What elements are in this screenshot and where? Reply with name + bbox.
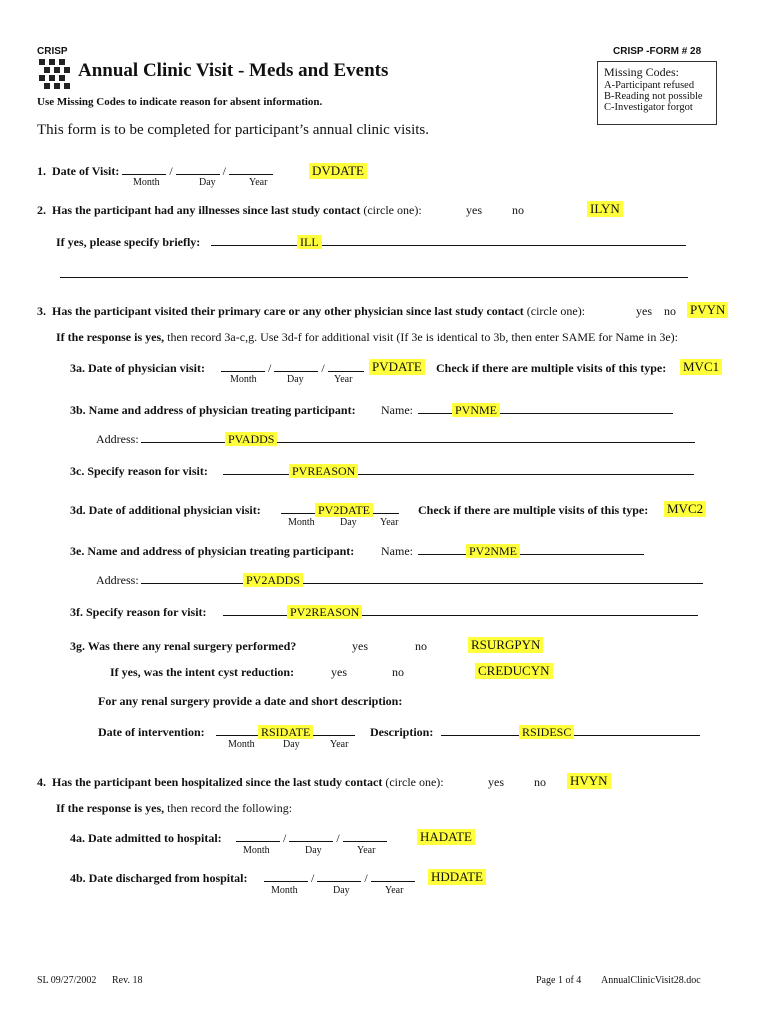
code-hddate: HDDATE: [428, 869, 486, 885]
code-hadate: HADATE: [417, 829, 475, 845]
q2-num: 2.: [37, 203, 46, 217]
q4-label: [37, 775, 444, 790]
q3e-address-label: Address:: [96, 573, 139, 587]
q3d-year-label: Year: [380, 517, 399, 528]
interv-day-label: Day: [283, 739, 300, 750]
code-mvc1[interactable]: MVC1: [680, 359, 722, 375]
description-field[interactable]: [441, 725, 700, 740]
missing-code-b: B-Reading not possible: [604, 91, 703, 102]
description-label: Description:: [370, 725, 434, 739]
q2-specify-label: If yes, please specify briefly:: [56, 235, 201, 249]
q4-no-option[interactable]: no: [534, 775, 546, 789]
missing-code-c: C-Investigator forgot: [604, 102, 693, 113]
q3a-date-field[interactable]: / /: [221, 361, 364, 376]
missing-code-a: A-Participant refused: [604, 80, 695, 91]
code-pvreason: PVREASON: [289, 464, 358, 478]
q4b-day-label: Day: [333, 885, 350, 896]
footer-rev: Rev. 18: [112, 975, 143, 986]
q3e-address-field[interactable]: [141, 573, 703, 588]
q3f-label: 3f. Specify reason for visit:: [70, 605, 207, 619]
q1-date-field[interactable]: / /: [122, 164, 273, 178]
q3-instruction-text: then record 3a-c,g. Use 3d-f for additional visit (If 3e is identical to 3b, then enter SAME for Name in 3e):: [167, 330, 678, 344]
intro-text: This form is to be completed for participant’s annual clinic visits.: [37, 122, 429, 138]
code-hvyn: HVYN: [567, 773, 611, 789]
month-label: Month: [133, 177, 160, 188]
q3e-name-label: Name:: [381, 544, 413, 558]
q3b-name-field[interactable]: [418, 403, 673, 418]
q4b-label: 4b. Date discharged from hospital:: [70, 871, 248, 885]
intervention-date-field[interactable]: [216, 725, 355, 740]
q4a-month-label: Month: [243, 845, 270, 856]
missing-codes-box: [597, 61, 717, 125]
code-pvadds: PVADDS: [225, 432, 277, 446]
q4-note: (circle one):: [385, 775, 444, 789]
renal-note: For any renal surgery provide a date and short description:: [98, 694, 403, 708]
year-label: Year: [249, 177, 268, 188]
q2-yes-option[interactable]: yes: [466, 203, 482, 217]
q3f-reason-field[interactable]: [223, 605, 698, 620]
q3d-month-label: Month: [288, 517, 315, 528]
code-pvdate: PVDATE: [369, 359, 425, 375]
q3c-label: 3c. Specify reason for visit:: [70, 464, 208, 478]
form-id: CRISP -FORM # 28: [613, 46, 702, 57]
q2-note: (circle one):: [363, 203, 422, 217]
q3g-label: 3g. Was there any renal surgery performed?: [70, 639, 297, 653]
q4b-year-label: Year: [385, 885, 404, 896]
page-title: Annual Clinic Visit - Meds and Events: [78, 60, 389, 81]
q3b-label: 3b. Name and address of physician treating participant:: [70, 403, 356, 417]
code-creducyn: CREDUCYN: [475, 663, 553, 679]
code-ill: ILL: [297, 235, 322, 249]
q3d-multi-label: Check if there are multiple visits of this type:: [418, 503, 649, 517]
q3-yes-option[interactable]: yes: [636, 304, 652, 318]
q3-no-option[interactable]: no: [664, 304, 676, 318]
q4-yes-option[interactable]: yes: [488, 775, 504, 789]
code-pv2adds: PV2ADDS: [243, 573, 303, 587]
q2-text: Has the participant had any illnesses since last study contact: [52, 203, 361, 217]
day-label: Day: [199, 177, 216, 188]
q2-specify-line-2[interactable]: [60, 267, 688, 282]
code-mvc2[interactable]: MVC2: [664, 501, 706, 517]
q3g-sub-yes-option[interactable]: yes: [331, 665, 347, 679]
q3d-day-label: Day: [340, 517, 357, 528]
q2-specify-field[interactable]: [211, 235, 686, 250]
code-pv2nme: PV2NME: [466, 544, 520, 558]
q3d-date-field[interactable]: [281, 503, 399, 518]
q1-text: Date of Visit:: [52, 164, 120, 178]
q3a-day-label: Day: [287, 374, 304, 385]
footer-date: SL 09/27/2002: [37, 975, 97, 986]
q1-num: 1.: [37, 164, 46, 178]
q4a-date-field[interactable]: / /: [236, 831, 387, 846]
q3a-multi-label: Check if there are multiple visits of this type:: [436, 361, 667, 375]
q3d-label: 3d. Date of additional physician visit:: [70, 503, 261, 517]
q4-instruction: [56, 801, 292, 816]
q3g-no-option[interactable]: no: [415, 639, 427, 653]
intervention-date-label: Date of intervention:: [98, 725, 205, 739]
q3g-sub-label: If yes, was the intent cyst reduction:: [110, 665, 295, 679]
code-pvyn: PVYN: [687, 302, 728, 318]
q3-text: Has the participant visited their primary care or any other physician since last study contact: [52, 304, 524, 318]
q3b-name-label: Name:: [381, 403, 413, 417]
q4a-day-label: Day: [305, 845, 322, 856]
footer-page: Page 1 of 4: [536, 975, 582, 986]
q3-note: (circle one):: [526, 304, 586, 318]
q2-label: [37, 203, 422, 218]
code-dvdate: DVDATE: [309, 163, 367, 179]
q4-instruction-text: then record the following:: [167, 801, 293, 815]
crisp-logo-icon: [37, 57, 73, 91]
q3-instruction: [56, 330, 678, 345]
q2-no-option[interactable]: no: [512, 203, 524, 217]
code-rsurgpyn: RSURGPYN: [468, 637, 543, 653]
interv-month-label: Month: [228, 739, 255, 750]
interv-year-label: Year: [330, 739, 349, 750]
q3c-reason-field[interactable]: [223, 464, 694, 479]
q3a-month-label: Month: [230, 374, 257, 385]
q3g-sub-no-option[interactable]: no: [392, 665, 404, 679]
code-pv2reason: PV2REASON: [287, 605, 362, 619]
code-rsidesc: RSIDESC: [519, 725, 574, 739]
q4a-label: 4a. Date admitted to hospital:: [70, 831, 222, 845]
q3-instruction-bold: If the response is yes,: [56, 330, 165, 344]
q4-instruction-bold: If the response is yes,: [56, 801, 165, 815]
code-pvnme: PVNME: [452, 403, 500, 417]
q3e-label: 3e. Name and address of physician treating participant:: [70, 544, 355, 558]
instruction-text: Use Missing Codes to indicate reason for absent information.: [37, 96, 323, 108]
q4b-date-field[interactable]: / /: [264, 871, 415, 886]
missing-codes-heading: Missing Codes:: [604, 65, 680, 79]
q4a-year-label: Year: [357, 845, 376, 856]
q3a-year-label: Year: [334, 374, 353, 385]
code-pv2date: PV2DATE: [315, 503, 373, 517]
q4-text: Has the participant been hospitalized since the last study contact: [52, 775, 383, 789]
q3-num: 3.: [37, 304, 46, 318]
footer-filename: AnnualClinicVisit28.doc: [601, 975, 701, 986]
q3g-yes-option[interactable]: yes: [352, 639, 368, 653]
q3b-address-field[interactable]: [141, 432, 695, 447]
logo-text: CRISP: [37, 46, 68, 57]
q3a-label: 3a. Date of physician visit:: [70, 361, 205, 375]
q4b-month-label: Month: [271, 885, 298, 896]
q3e-name-field[interactable]: [418, 544, 644, 559]
q3b-address-label: Address:: [96, 432, 139, 446]
code-rsidate: RSIDATE: [258, 725, 313, 739]
q3-label: [37, 304, 585, 319]
q4-num: 4.: [37, 775, 46, 789]
code-ilyn: ILYN: [587, 201, 623, 217]
